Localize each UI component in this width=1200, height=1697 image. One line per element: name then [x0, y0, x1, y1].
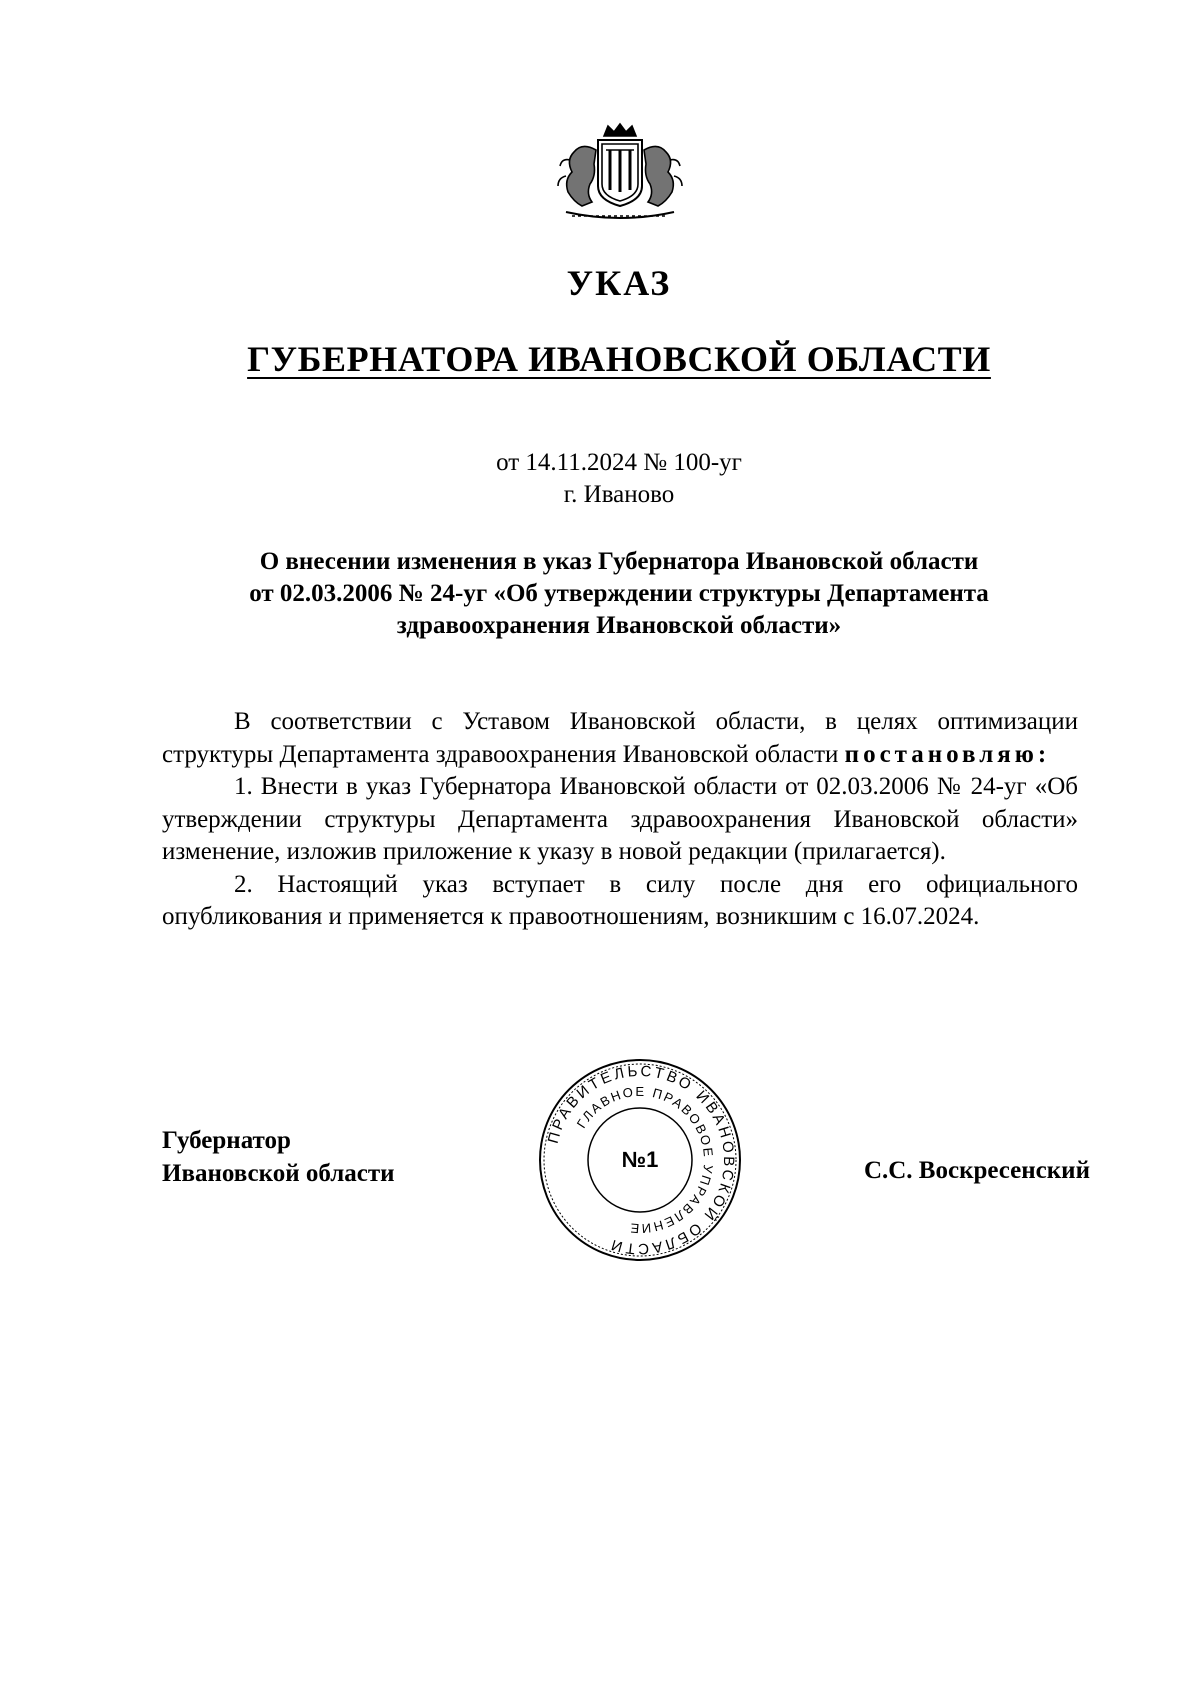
subject-line-1: О внесении изменения в указ Губернатора Ивановской области: [259, 548, 979, 575]
subject-line-3: здравоохранения Ивановской области»: [396, 612, 842, 639]
signatory-name: С.С. Воскресенский: [863, 1157, 1090, 1184]
position-line-1: Губернатор: [162, 1127, 291, 1154]
subject-line-2: от 02.03.2006 № 24-уг «Об утверждении структуры Департамента: [249, 580, 989, 607]
document-type-title: УКАЗ: [566, 263, 672, 303]
preamble-paragraph: [162, 706, 1078, 771]
issuer-title: [0, 338, 1200, 380]
city: г. Иваново: [563, 481, 675, 508]
date-number: от 14.11.2024 № 100-уг: [496, 449, 742, 476]
seal-inner-text: ГЛАВНОЕ ПРАВОВОЕ УПРАВЛЕНИЕ: [573, 1083, 717, 1237]
coat-of-arms-icon: [552, 120, 688, 224]
seal-ring-text: ПРАВИТЕЛЬСТВО ИВАНОВСКОЙ ОБЛАСТИ: [544, 1062, 738, 1258]
resolve-colon: :: [1037, 740, 1047, 768]
issuer-title-text: ГУБЕРНАТОРА ИВАНОВСКОЙ ОБЛАСТИ: [247, 339, 991, 379]
item-2-paragraph: 2. Настоящий указ вступает в силу после дня его официального опубликования и применяется к правоотношениям, возникшим с 16.07.2024.: [162, 870, 1078, 930]
document-body: [162, 706, 1078, 934]
item-1-paragraph: 1. Внести в указ Губернатора Ивановской области от 02.03.2006 № 24-уг «Об утверждении структуры Департамента здравоохранения Ивановской области» изменение, изложив приложение к указу в новой редакции (прилагается).: [162, 773, 1078, 865]
position-line-2: Ивановской области: [162, 1160, 395, 1187]
preamble-text: В соответствии с Уставом Ивановской области, в целях оптимизации структуры Департамента здравоохранения Ивановской области: [162, 708, 1078, 768]
seal-number: №1: [621, 1147, 659, 1172]
resolve-word: постановляю: [844, 740, 1038, 768]
document-subject-title: [160, 546, 1078, 642]
signatory-position: [162, 1124, 395, 1190]
